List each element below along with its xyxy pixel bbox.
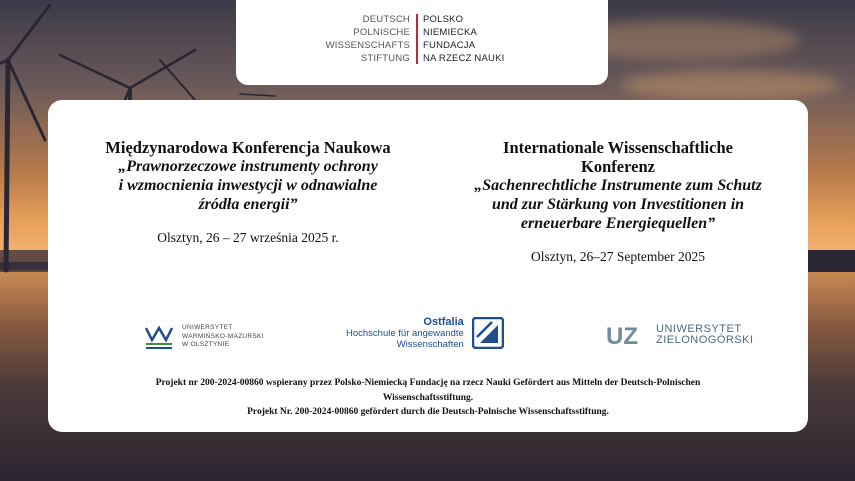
uwm-emblem-icon bbox=[144, 324, 174, 350]
uz-emblem-icon bbox=[604, 322, 650, 348]
funding-note: Projekt nr 200-2024-00860 wspierany przez Polsko-Niemiecką Fundację na rzecz Nauki Gefördert aus Mitteln der Deutsch-Polnischen Wissenschaftsstiftung. Projekt Nr. 200-2024-00860 gefördert durch die Deutsch-Polnische Wissenschaftsstiftung. bbox=[155, 378, 701, 417]
polish-column bbox=[48, 138, 448, 246]
logo-divider bbox=[416, 14, 418, 64]
ostfalia-emblem-icon bbox=[472, 317, 504, 349]
partner-logos bbox=[48, 314, 808, 354]
uwm-logo: UNIWERSYTET WARMIŃSKO-MAZURSKI W OLSZTYNIE bbox=[144, 324, 264, 350]
polish-title: Międzynarodowa Konferencja Naukowa bbox=[105, 138, 391, 157]
svg-text:UZ: UZ bbox=[606, 323, 638, 348]
uz-logo: UZ UNIWERSYTET ZIELONOGÓRSKI bbox=[606, 323, 754, 348]
german-column bbox=[428, 138, 808, 265]
german-title: Internationale Wissenschaftliche Konferenz bbox=[503, 138, 733, 176]
polish-subtitle: „Prawnorzeczowe instrumenty ochrony i wzmocnienia inwestycji w odnawialne źródła energii” bbox=[118, 158, 378, 213]
foundation-logo-polish: POLSKO NIEMIECKA FUNDACJA NA RZECZ NAUKI bbox=[423, 14, 505, 64]
foundation-logo-german: DEUTSCH POLNISCHE WISSENSCHAFTS STIFTUNG bbox=[325, 14, 410, 64]
german-place-date: Olsztyn, 26–27 September 2025 bbox=[531, 249, 705, 264]
german-subtitle: „Sachenrechtliche Instrumente zum Schutz und zur Stärkung von Investitionen in erneuerbare Energiequellen” bbox=[474, 177, 762, 232]
ostfalia-logo: Ostfalia Hochschule für angewandte Wissenschaften bbox=[346, 316, 504, 350]
polish-place-date: Olsztyn, 26 – 27 września 2025 r. bbox=[157, 230, 339, 245]
foundation-logo bbox=[236, 0, 608, 85]
conference-card bbox=[48, 100, 808, 432]
